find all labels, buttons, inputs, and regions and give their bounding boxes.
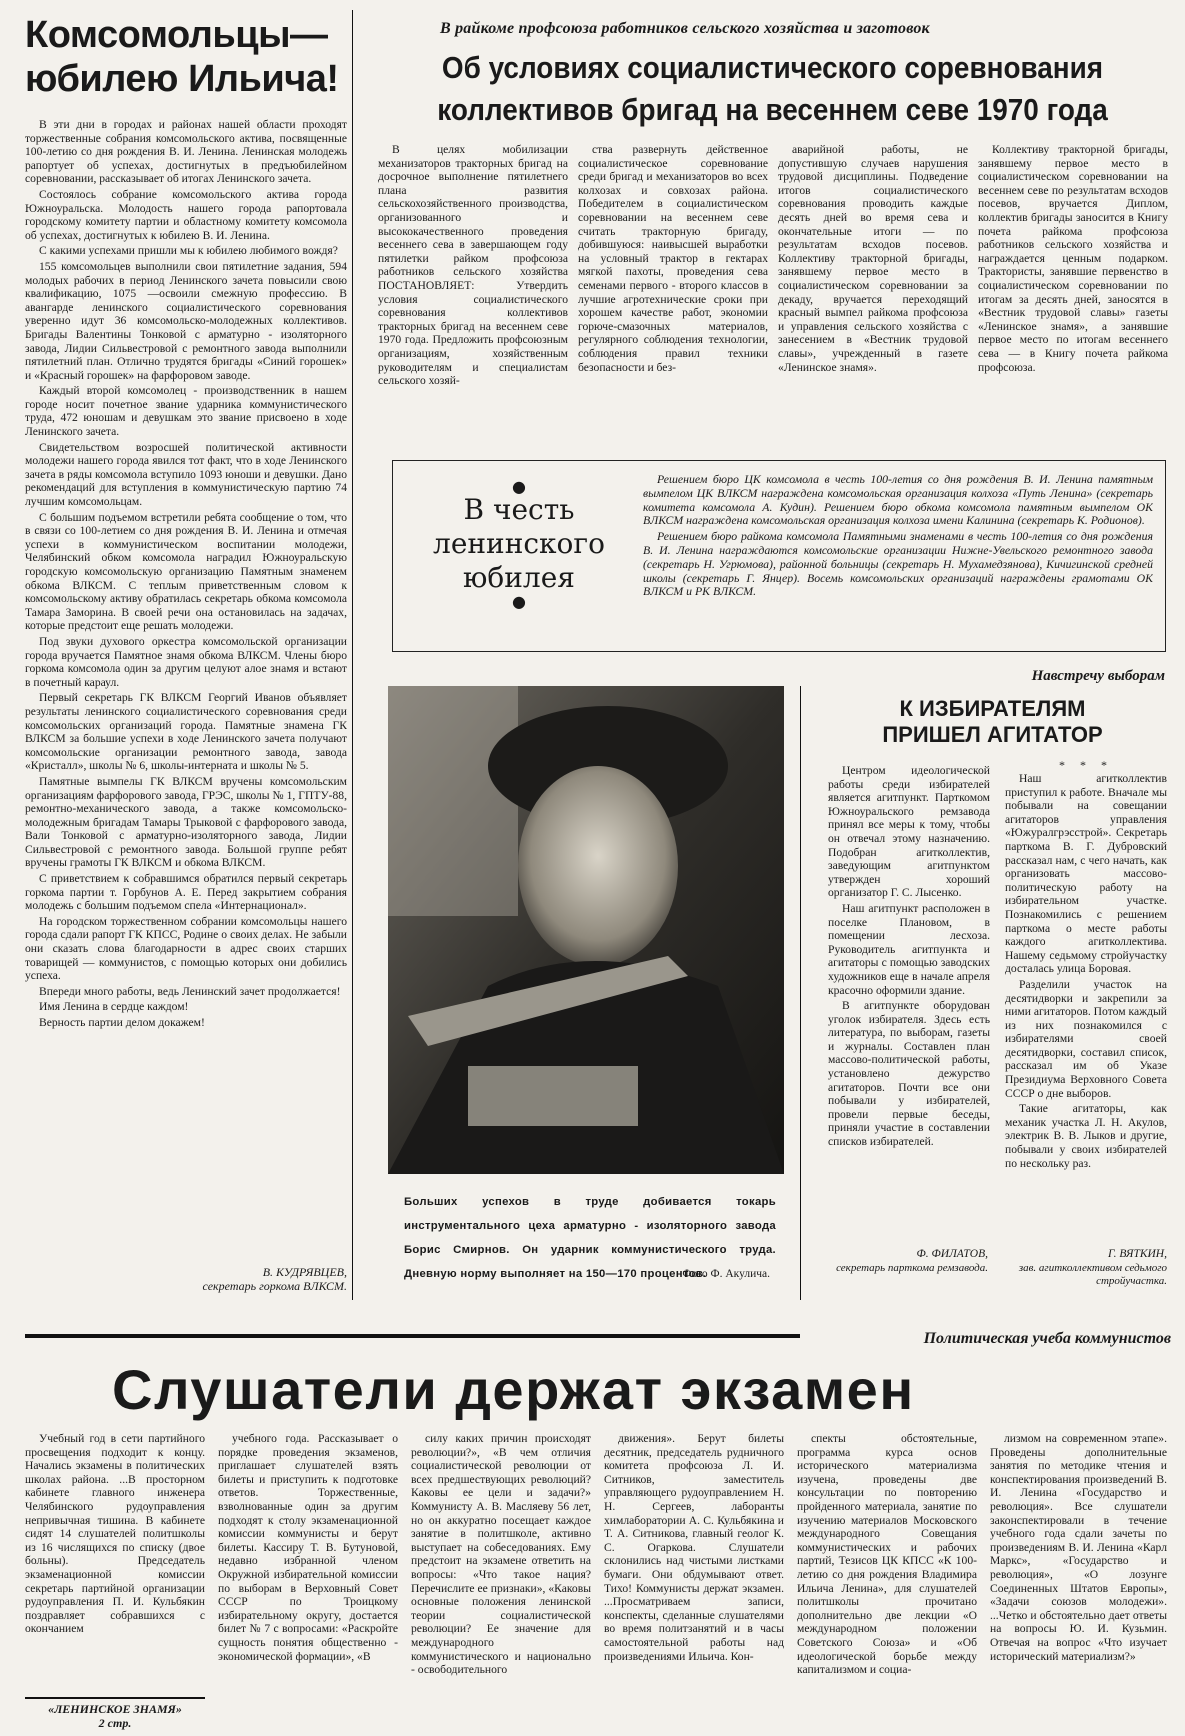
footer-paper-name: «ЛЕНИНСКОЕ ЗНАМЯ» <box>48 1702 182 1716</box>
honor-box-title-2: ленинского <box>433 527 605 560</box>
agitator-headline-1: К ИЗБИРАТЕЛЯМ <box>899 696 1086 721</box>
honor-box-dot-icon: ● <box>512 592 526 611</box>
honor-box-title <box>399 477 639 631</box>
left-article-paragraph: С приветствием к собравшимся обратился первый секретарь горкома партии т. Горбунов А. Е. Перед закрытием собрания молодежь с большим подъемом спела «Интернационал». <box>25 872 347 913</box>
honor-box-dot-icon: ● <box>512 477 526 496</box>
honor-box-title-1: В честь <box>463 493 575 526</box>
bottom-article-headline: Слушатели держат экзамен <box>112 1358 915 1421</box>
bottom-article-column-2: учебного года. Рассказывает о порядке проведения экзаменов, приглашает слушателей взять билеты и приступить к подготовке ответов. Торжественные, взволнованные один за другим подходят к столу экзаменационной комиссии коммунисты и берут билеты. Кассиру Т. В. Бутуновой, недавно избранной членом Окружной избирательной комиссии по выборам в Верховный Совет СССР по Троицкому избирательному округу, достается билет № 7 с вопросами: «Раскройте сущность понятия общественно - экономической формации», «В <box>218 1432 398 1663</box>
photo-credit: Фото Ф. Акулича. <box>682 1268 770 1280</box>
photo-caption: Больших успехов в труде добивается токарь инструментального цеха арматурно - изоляторного завода Борис Смирнов. Он ударник коммунистического труда. Дневную норму выполняет на 150—170 процентов. <box>404 1196 776 1280</box>
left-article-paragraph: 155 комсомольцев выполнили свои пятилетние задания, 594 молодых рабочих в период Ленинского зачета повысили свою квалификацию, 1075 —освоили смежную профессию. В авангарде ленинского социалистического соревнования уверенно идут 36 комсомольско-молодежных коллективов. Бригады Валентины Тонковой с арматурно - изоляторного завода, Лидии Сильвестровой с ремонтного завода выполнили пятилетний план. Отлично трудятся бригады «Синий горошек» и «Красный горошек» на фарфоровом заводе. <box>25 259 347 382</box>
top-article-kicker: В райкоме профсоюза работников сельского хозяйства и заготовок <box>440 20 930 37</box>
top-article-column-2: ства развернуть действенное социалистическое соревнование среди бригад и механизаторов во всех колхозах и совхозах района. Победителем в социалистическом соревновании на весеннем севе считать тракторную бригаду, добившуюся: наивысшей выработки на условный трактор в гектарах мягкой пахоты, проведения сева семенами первого - второго классов в лучшие агротехнические сроки при хорошем качестве работ, экономии горюче-смазочных материалов, регулярного соблюдения технологии, соблюдения правил техники безопасности и без- <box>578 143 768 374</box>
left-article-paragraph: В эти дни в городах и районах нашей области проходят торжественные собрания комсомольского актива, посвященные 100-летию со дня рождения В. И. Ленина. Ленинская молодежь рапортует об успехах, достигнутых в предъюбилейном соревновании, рассказывает об итогах Ленинского зачета. <box>25 118 347 186</box>
honor-box-text-2: Решением бюро райкома комсомола Памятными знаменами в честь 100-летия со дня рождения В. И. Ленина награждаются комсомольские организации Нижне-Увельского ремонтного завода (секретарь Н. Угрюмова), районной больницы (секретарь Н. Мухамедзянова), Кичигинской средней школы (секретарь Г. Янцер). Восемь комсомольских организаций награждены грамотами ОК ВЛКСМ и РК ВЛКСМ. <box>643 529 1153 599</box>
top-article-headline-1: Об условиях социалистического соревнования <box>441 50 1104 85</box>
agitator-column-1: Центром идеологической работы среди избирателей является агитпункт. Парткомом Южноуральского ремзавода принял все меры к тому, чтобы он отвечал этому назначению. Подобран агитколлектив, заведующим агитпунктом утвержден хороший организатор Г. С. Лысенко. Наш агитпункт расположен в поселке Плановом, в помещении лесхоза. Руководитель агитпункта и агитаторы с помощью заводских художников еще в начале апреля красочно оформили здание. В агитпункте оборудован уголок избирателя. Здесь есть литература, по выборам, газеты и журналы. Составлен план массово-политической работы, установлено дежурство агитаторов. Почти все они побывали у избирателей, провели первые беседы, приняли участие в составлении списков избирателей. <box>828 764 990 1149</box>
top-article-column-1: В целях мобилизации механизаторов тракторных бригад на досрочное выполнение пятилетнего плана развития сельскохозяйственного производства, организованного и высококачественного проведения весеннего сева в завершающем году пятилетки райком профсоюза работников сельского хозяйства ПОСТАНОВЛЯЕТ: Утвердить условия социалистического соревнования коллективов тракторных бригад на весеннем севе 1970 года. Предложить профсоюзным организациям, хозяйственным руководителям и специалистам сельского хозяй- <box>378 143 568 388</box>
top-article-column-4: Коллективу тракторной бригады, занявшему первое место в социалистическом соревновании на весеннем севе по результатам всходов посевов, вручается Диплом, коллектив бригады заносится в Книгу почета райкома профсоюза работников сельского хозяйства и награждается ценным подарком. Трактористы, занявшие первенство в социалистическом соревновании по итогам за десять дней, заносятся в «Вестник трудовой славы» газеты «Ленинское знамя», а занявшие первое место по итогам весеннего сева — в Книгу почета райкома профсоюза. <box>978 143 1168 374</box>
left-article-paragraph: Верность партии делом докажем! <box>39 1016 205 1029</box>
column-divider <box>352 10 353 1300</box>
left-article-paragraph: На городском торжественном собрании комсомольцы нашего города сдали рапорт ГК КПСС, Родине о своих делах. Не забыли они сказать слова благодарности в адрес своих старших товарищей — коммунистов, с помощью которых они добились успеха. <box>25 914 347 983</box>
agitator-column-2-stars: * * * <box>1059 758 1113 772</box>
left-article-paragraph: Под звуки духового оркестра комсомольской организации города вручается Памятное знамя обкома ВЛКСМ. Члены бюро горкома комсомола один за другим целуют алое знамя и встают в почетный караул. <box>25 634 347 689</box>
column-divider <box>800 686 801 1300</box>
top-article-column-3: аварийной работы, не допустившую случаев нарушения трудовой дисциплины. Подведение итогов социалистического соревнования проводить каждые десять дней во время сева и окончательные итоги — по результатам всходов посевов. Коллективу тракторной бригады, занявшему первое место в социалистическом соревновании за декаду, вручается переходящий красный вымпел райкома профсоюза и управления сельского хозяйства с занесением в «Вестник трудовой славы», учрежденный в газете «Ленинское знамя». <box>778 143 968 374</box>
left-article-paragraph: С большим подъемом встретили ребята сообщение о том, что в связи со 100-летием со дня рождения В. И. Ленина и отмечая успехи в коммунистическом воспитании молодежи, Челябинский обком комсомола наградил Южноуральскую городскую комсомольскую организацию Памятным знаменем обкома ВЛКСМ. С теплым приветственным словом к комсомольскому активу обратилась секретарь обкома комсомола Тамара Заморина. В своей речи она остановилась на задачах, которые предстоит еще решать молодежи. <box>25 510 347 633</box>
agitator-headline-2: ПРИШЕЛ АГИТАТОР <box>882 722 1103 747</box>
photo-worker-image <box>388 686 784 1174</box>
left-article-paragraph: Первый секретарь ГК ВЛКСМ Георгий Иванов объявляет результаты ленинского социалистического соревнования среди комсомольских организаций города. Памятные знамена ГК ВЛКСМ за большие успехи в ходе Ленинского зачета получают комсомольские организации ремонтного завода, завода «Кристалл», школы № 6, школы-интерната и школы № 5. <box>25 691 347 773</box>
left-article-signature-role: секретарь горкома ВЛКСМ. <box>202 1279 347 1293</box>
footer-rule <box>25 1697 205 1699</box>
left-article-paragraph: Свидетельством возросшей политической активности молодежи нашего города явился тот факт, что в ходе Ленинского зачета в ряды комсомола вступило 1093 юноши и девушки. Дано рекомендаций для вступления в коммунистическую партию 74 лучшим комсомольцам. <box>25 440 347 509</box>
bottom-article-column-4: движения». Берут билеты десятник, председатель рудничного комитета профсоюза Л. И. Ситников, заместитель управляющего рудоуправлением Н. Н. Сергеев, лаборанты химлаборатории А. С. Кульбякина и Т. А. Ситникова, главный геолог К. С. Огаркова. Слушатели склонились над чистыми листками бумаги. Они обдумывают ответ. Тихо! Коммунисты держат экзамен. ...Просматриваем записи, конспекты, сделанные слушателями во время политзанятий и в часы самостоятельной работы над произведениями Ильича. Кон- <box>604 1432 784 1663</box>
agitator-column-1-signature-name: Ф. ФИЛАТОВ, <box>916 1248 988 1260</box>
honor-box-title-3: юбилея <box>463 561 575 594</box>
honor-box-text <box>643 473 1153 645</box>
left-article-body <box>25 118 347 1270</box>
left-article-headline-2: юбилею Ильича! <box>25 58 339 100</box>
left-article-paragraph: Имя Ленина в сердце каждом! <box>39 1000 189 1014</box>
left-article-paragraph: С какими успехами пришли мы к юбилею любимого вождя? <box>39 244 338 258</box>
agitator-column-2: Наш агитколлектив приступил к работе. Вначале мы побывали на совещании агитаторов управления «Южуралгрэсстрой». Секретарь парткома В. Г. Дубровский рассказал нам, с чего начать, как организовать массово-политическую работу на избирательном участке. Познакомились с решением парткома о месте работы каждого агитколлектива. Нашему седьмому стройучастку досталась улица Боровая. Разделили участок на десятидворки и закрепили за ними агитаторов. Потом каждый из них познакомился с избирателями своей десятидворки, составил список, рассказал им об Указе Президиума Верховного Совета СССР о дне выборов. Такие агитаторы, как механик участка Л. Н. Акулов, электрик В. В. Лыков и другие, побывали у своих избирателей по нескольку раз. <box>1005 772 1167 1170</box>
left-article-paragraph: Памятные вымпелы ГК ВЛКСМ вручены комсомольским организациям фарфорового завода, ГРЭС, школы № 1, ГПТУ-88, ремонтно-механического завода, а также комсомольско-молодежным бригадам Тамары Трыковой с фарфорового завода, Вали Тонковой с арматурно-изоляторного завода, Лидии Сильвестровой с ремонтного завода. Большой группе ребят вручены грамоты ГК ВЛКСМ и обкома ВЛКСМ. <box>25 774 347 870</box>
left-article-signature-name: В. КУДРЯВЦЕВ, <box>262 1265 347 1279</box>
left-article-paragraph: Состоялось собрание комсомольского актива города Южноуральска. Молодость нашего города рапортовала городскому комитету партии и областному комитету комсомола об успехах, достигнутых к юбилею В. И. Ленина. <box>25 187 347 242</box>
honor-box-text-1: Решением бюро ЦК комсомола в честь 100-летия со дня рождения В. И. Ленина памятным вымпелом ЦК ВЛКСМ награждена комсомольская организация колхоза «Путь Ленина» (секретарь комитета комсомола А. Кудин). Решением бюро обкома комсомола памятным вымпелом ОК ВЛКСМ награждена комсомольская организация колхоза имени Калинина (секретарь К. Родионов). <box>643 473 1153 528</box>
agitator-column-2-signature-name: Г. ВЯТКИН, <box>1108 1248 1167 1260</box>
agitator-column-1-signature-role: секретарь парткома ремзавода. <box>836 1262 988 1274</box>
honor-box <box>392 460 1166 652</box>
left-article-paragraph: Каждый второй комсомолец - производственник в нашем городе носит почетное звание ударника коммунистического труда, 472 юношам и девушкам это звание присвоено в ходе Ленинского зачета. <box>25 384 347 439</box>
top-article-headline-2: коллективов бригад на весеннем севе 1970 года <box>437 92 1108 127</box>
bottom-article-column-6: лизмом на современном этапе». Проведены дополнительные занятия по методике чтения и конспектирования произведений В. И. Ленина «Государство и революция». Все слушатели законспектировали в течение учебного года сдали зачеты по произведениям В. И. Ленина «Карл Маркс», «Государство и революция», «О лозунге Соединенных Штатов Европы», «Задачи союзов молодежи». ...Четко и обстоятельно дает ответы на вопросы Ю. И. Кузьмин. Отвечая на вопрос «Что изучает исторический материализм?» <box>990 1432 1167 1663</box>
footer-page-number: 2 стр. <box>98 1716 132 1730</box>
bottom-article-column-3: силу каких причин происходят революции?», «В чем отличия социалистической революции от всех предшествующих революций? Каковы ее цели и задачи?» Коммунисту А. В. Масляеву 56 лет, но он аккуратно посещает каждое занятие в политшколе, активно выступает на собеседованиях. Ему предстоит на экзамене ответить на вопросы: «Что такое нация? Перечислите ее признаки», «Каковы основные положения ленинской теории социалистической революции? Ее значение для международного коммунистического и национально - освободительного <box>411 1432 591 1677</box>
bottom-article-column-1: Учебный год в сети партийного просвещения подходит к концу. Начались экзамены в политических школах района. ...В просторном кабинете главного инженера Челябинского рудоуправления непривычная тишина. В кабинете сидят 14 слушателей политшколы из 16 числящихся по списку (двое больны). Председатель экзаменационной комиссии секретарь партийной организации рудоуправления П. И. Кульбякин поздравляет собравшихся с окончанием <box>25 1432 205 1636</box>
agitator-kicker: Навстречу выборам <box>1031 668 1165 684</box>
left-article-headline-1: Комсомольцы— <box>25 14 328 56</box>
photo-worker <box>388 686 784 1174</box>
left-article-paragraph: Впереди много работы, ведь Ленинский зачет продолжается! <box>39 984 341 998</box>
bottom-article-kicker: Политическая учеба коммунистов <box>800 1330 1171 1348</box>
agitator-column-2-signature-role: зав. агитколлективом седьмого стройучастка. <box>1018 1262 1167 1287</box>
bottom-article-column-5: спекты обстоятельные, программа курса основ исторического материализма изучена, проведены две консультации по повторению пройденного материала, занятие по изучению материалов Московского международного Совещания коммунистических и рабочих партий, Тезисов ЦК КПСС «К 100-летию со дня рождения Владимира Ильича Ленина», для слушателей политшколы прочитано дополнительно две лекции «О международном положении Советского Союза» и «Об идеологической борьбе между капитализмом и социа- <box>797 1432 977 1677</box>
